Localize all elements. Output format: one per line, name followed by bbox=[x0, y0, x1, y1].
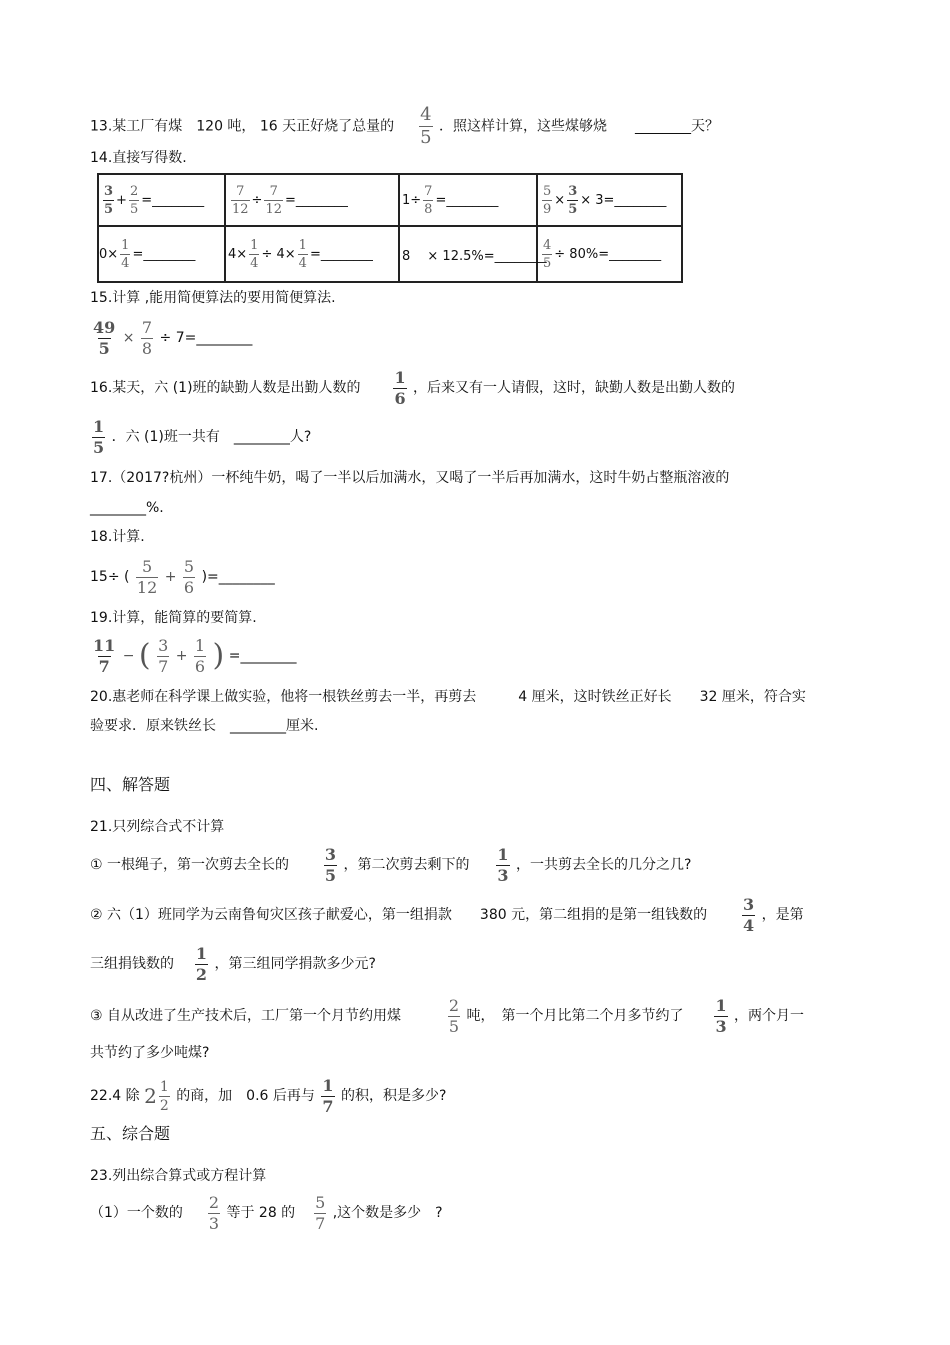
q19-left-paren: ( bbox=[138, 638, 151, 673]
q21-part-3-line-1: ③ 自从改进了生产技术后，工厂第一个月节约用煤 $\frac{2}{5}$ 吨， 第一个月比第二个月多节约了 $\frac{1}{3}$ ，两个月一 bbox=[90, 995, 805, 1036]
question-16-line-2: $\frac{1}{5}$ ．六 (1)班一共有 ________人? bbox=[93, 416, 312, 457]
q13-text-a: 13.某工厂有煤 120 吨， 16 天正好烧了总量的 bbox=[90, 118, 395, 135]
q14-cell-7: 8 × 12.5%=________ bbox=[402, 248, 547, 264]
question-17-line-2: ________%. bbox=[90, 500, 164, 516]
question-20-line-1: 20.惠老师在科学课上做实验，他将一根铁丝剪去一半，再剪去 4 厘米，这时铁丝正好长 32 厘米，符合实 bbox=[90, 689, 806, 705]
q22-mixed-number: 2 $\frac{1}{2}$ bbox=[144, 1078, 169, 1114]
q18-expression: 15÷ ( $\frac{5}{12}$ + $\frac{5}{6}$ )=________ bbox=[90, 556, 275, 597]
question-19-title: 19.计算，能简算的要简算. bbox=[90, 610, 257, 626]
question-23-title: 23.列出综合算式或方程计算 bbox=[90, 1168, 267, 1184]
question-18-title: 18.计算. bbox=[90, 529, 145, 545]
question-13 bbox=[90, 106, 719, 147]
q23-part-1: （1）一个数的 $\frac{2}{3}$ 等于 28 的 $\frac{5}{7}$ ,这个数是多少 ? bbox=[90, 1192, 443, 1233]
q14-cell-2: $\frac{7}{12}$ ÷ $\frac{7}{12}$ =________ bbox=[232, 183, 348, 217]
q13-text-b: ．照这样计算，这些煤够烧 ________天？ bbox=[438, 118, 719, 135]
section-5-heading: 五、综合题 bbox=[90, 1124, 171, 1143]
question-15-title: 15.计算 ,能用简便算法的要用简便算法. bbox=[90, 290, 336, 306]
q14-cell-1: $\frac{3}{5}$ + $\frac{2}{5}$ =________ bbox=[104, 183, 205, 217]
q19-expression: $\frac{11}{7}$ − ( $\frac{3}{7}$ + $\frac{1}{6}$ ) =________ bbox=[93, 635, 297, 676]
question-14-title: 14.直接写得数. bbox=[90, 150, 187, 166]
q21-part-2-line-1: ② 六（1）班同学为云南鲁甸灾区孩子献爱心，第一组捐款 380 元，第二组捐的是第一组钱数的 $\frac{3}{4}$ ，是第 bbox=[90, 894, 804, 935]
question-17-line-1: 17.（2017?杭州）一杯纯牛奶，喝了一半以后加满水，又喝了一半后再加满水，这时牛奶占整瓶溶液的 bbox=[90, 470, 730, 486]
question-22: 22.4 除 2 $\frac{1}{2}$ 的商，加 0.6 后再与 $\frac{1}{7}$ 的积，积是多少? bbox=[90, 1075, 447, 1116]
q14-cell-6: 4× $\frac{1}{4}$ ÷ 4× $\frac{1}{4}$ =________ bbox=[228, 237, 373, 271]
q21-part-1: ① 一根绳子，第一次剪去全长的 $\frac{3}{5}$ ，第二次剪去剩下的 $\frac{1}{3}$ ，一共剪去全长的几分之几? bbox=[90, 844, 692, 885]
q13-fraction: $\frac{4}{5}$ bbox=[420, 104, 432, 148]
q21-part-3-line-2: 共节约了多少吨煤? bbox=[90, 1045, 210, 1061]
q15-expression: $\frac{49}{5}$ × $\frac{7}{8}$ ÷ 7=________ bbox=[93, 317, 253, 358]
question-20-line-2: 验要求．原来铁丝长 ________厘米. bbox=[90, 718, 319, 734]
q14-cell-4: $\frac{5}{9}$ × $\frac{3}{5}$ × 3=________ bbox=[543, 183, 667, 217]
q19-right-paren: ) bbox=[212, 638, 225, 673]
question-21-title: 21.只列综合式不计算 bbox=[90, 819, 225, 835]
section-4-heading: 四、解答题 bbox=[90, 775, 171, 794]
question-16-line-1: 16.某天，六 (1)班的缺勤人数是出勤人数的 $\frac{1}{6}$ ，后来又有一人请假，这时，缺勤人数是出勤人数的 bbox=[90, 367, 736, 408]
q14-cell-8: $\frac{4}{5}$ ÷ 80%=________ bbox=[543, 237, 662, 271]
q14-table bbox=[97, 173, 683, 283]
q21-part-2-line-2: 三组捐钱数的 $\frac{1}{2}$ ，第三组同学捐款多少元? bbox=[90, 943, 376, 984]
q14-cell-3: 1÷ $\frac{7}{8}$ =________ bbox=[402, 183, 499, 217]
q14-cell-5: 0× $\frac{1}{4}$ =________ bbox=[99, 237, 196, 271]
